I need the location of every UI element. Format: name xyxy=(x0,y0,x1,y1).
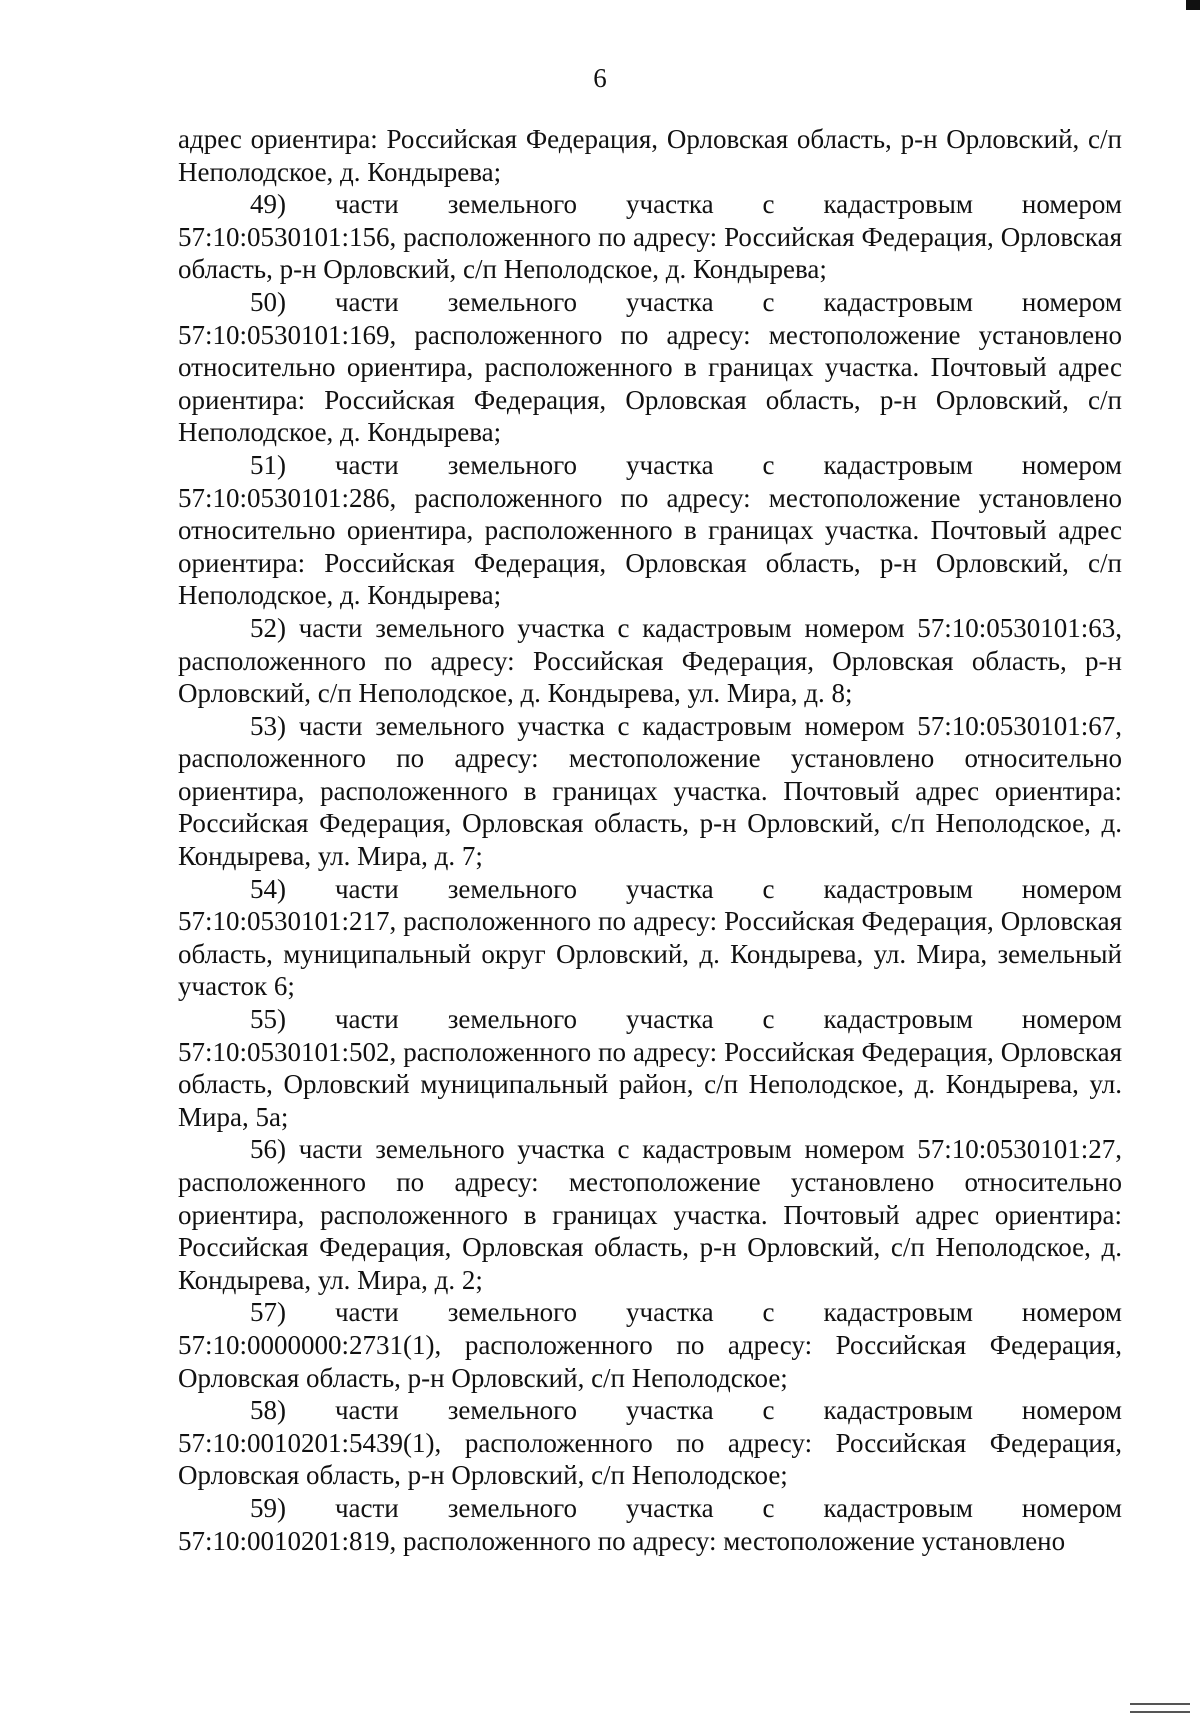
document-body xyxy=(178,123,1122,1557)
page-number: 6 xyxy=(593,63,607,93)
list-item-text: 57:10:0530101:502, расположенного по адресу: Российская Федерация, Орловская область, Орловский муниципальный район, с/п Неполодское, д. Кондырева, ул. Мира, 5а; xyxy=(178,1036,1122,1132)
list-item-59 xyxy=(178,1492,1122,1557)
list-item-text: 57:10:0530101:217, расположенного по адресу: Российская Федерация, Орловская область, муниципальный округ Орловский, д. Кондырева, ул. Мира, земельный участок 6; xyxy=(178,906,1122,1002)
list-item-first-line: 54) части земельного участка с кадастровым номером xyxy=(250,873,1122,904)
list-item-first-line: 59) части земельного участка с кадастровым номером xyxy=(250,1492,1122,1523)
list-item-51 xyxy=(178,449,1122,612)
list-item-57 xyxy=(178,1296,1122,1394)
list-item-text: 57:10:0010201:5439(1), расположенного по адресу: Российская Федерация, Орловская область, р-н Орловский, с/п Неполодское; xyxy=(178,1427,1122,1491)
list-item-54 xyxy=(178,873,1122,1003)
list-item-first-line: 51) части земельного участка с кадастровым номером xyxy=(250,449,1122,480)
list-item-first-line: 55) части земельного участка с кадастровым номером xyxy=(250,1004,1122,1035)
list-item-first-line: 50) части земельного участка с кадастровым номером xyxy=(250,286,1122,317)
list-item-text: 52) части земельного участка с кадастровым номером 57:10:0530101:63, расположенного по адресу: Российская Федерация, Орловская область, р-н Орловский, с/п Неполодское, д. Кондырева, ул. Мира, д. 8; xyxy=(178,612,1122,709)
list-item-49 xyxy=(178,188,1122,286)
paragraph-continuation xyxy=(178,123,1122,188)
list-item-text: 57:10:0530101:156, расположенного по адресу: Российская Федерация, Орловская область, р-н Орловский, с/п Неполодское, д. Кондырева; xyxy=(178,221,1122,285)
scan-edge-mark xyxy=(1130,1703,1190,1713)
list-item-56 xyxy=(178,1133,1122,1296)
list-item-text: 57:10:0010201:819, расположенного по адресу: местоположение установлено xyxy=(178,1525,1066,1556)
list-item-first-line: 49) части земельного участка с кадастровым номером xyxy=(250,189,1122,220)
list-item-55 xyxy=(178,1003,1122,1133)
paragraph-text: адрес ориентира: Российская Федерация, Орловская область, р-н Орловский, с/п Неполодское, д. Кондырева; xyxy=(178,124,1122,187)
list-item-text: 53) части земельного участка с кадастровым номером 57:10:0530101:67, расположенного по адресу: местоположение установлено относительно ориентира, расположенного в границах участка. Почтовый адрес ориентира: Российская Федерация, Орловская область, р-н Орловский, с/п Неполодское, д. Кондырева, ул. Мира, д. 7; xyxy=(178,710,1122,872)
list-item-53 xyxy=(178,710,1122,873)
list-item-50 xyxy=(178,286,1122,449)
list-item-text: 57:10:0000000:2731(1), расположенного по адресу: Российская Федерация, Орловская область, р-н Орловский, с/п Неполодское; xyxy=(178,1329,1122,1393)
list-item-text: 57:10:0530101:286, расположенного по адресу: местоположение установлено относительно ориентира, расположенного в границах участка. Почтовый адрес ориентира: Российская Федерация, Орловская область, р-н Орловский, с/п Неполодское, д. Кондырева; xyxy=(178,482,1122,611)
list-item-58 xyxy=(178,1394,1122,1492)
list-item-text: 56) части земельного участка с кадастровым номером 57:10:0530101:27, расположенного по адресу: местоположение установлено относительно ориентира, расположенного в границах участка. Почтовый адрес ориентира: Российская Федерация, Орловская область, р-н Орловский, с/п Неполодское, д. Кондырева, ул. Мира, д. 2; xyxy=(178,1134,1122,1295)
scan-edge-mark xyxy=(1186,0,1200,10)
list-item-text: 57:10:0530101:169, расположенного по адресу: местоположение установлено относительно ориентира, расположенного в границах участка. Почтовый адрес ориентира: Российская Федерация, Орловская область, р-н Орловский, с/п Неполодское, д. Кондырева; xyxy=(178,319,1122,448)
list-item-first-line: 57) части земельного участка с кадастровым номером xyxy=(250,1297,1122,1328)
list-item-first-line: 58) части земельного участка с кадастровым номером xyxy=(250,1395,1122,1426)
list-item-52 xyxy=(178,612,1122,710)
